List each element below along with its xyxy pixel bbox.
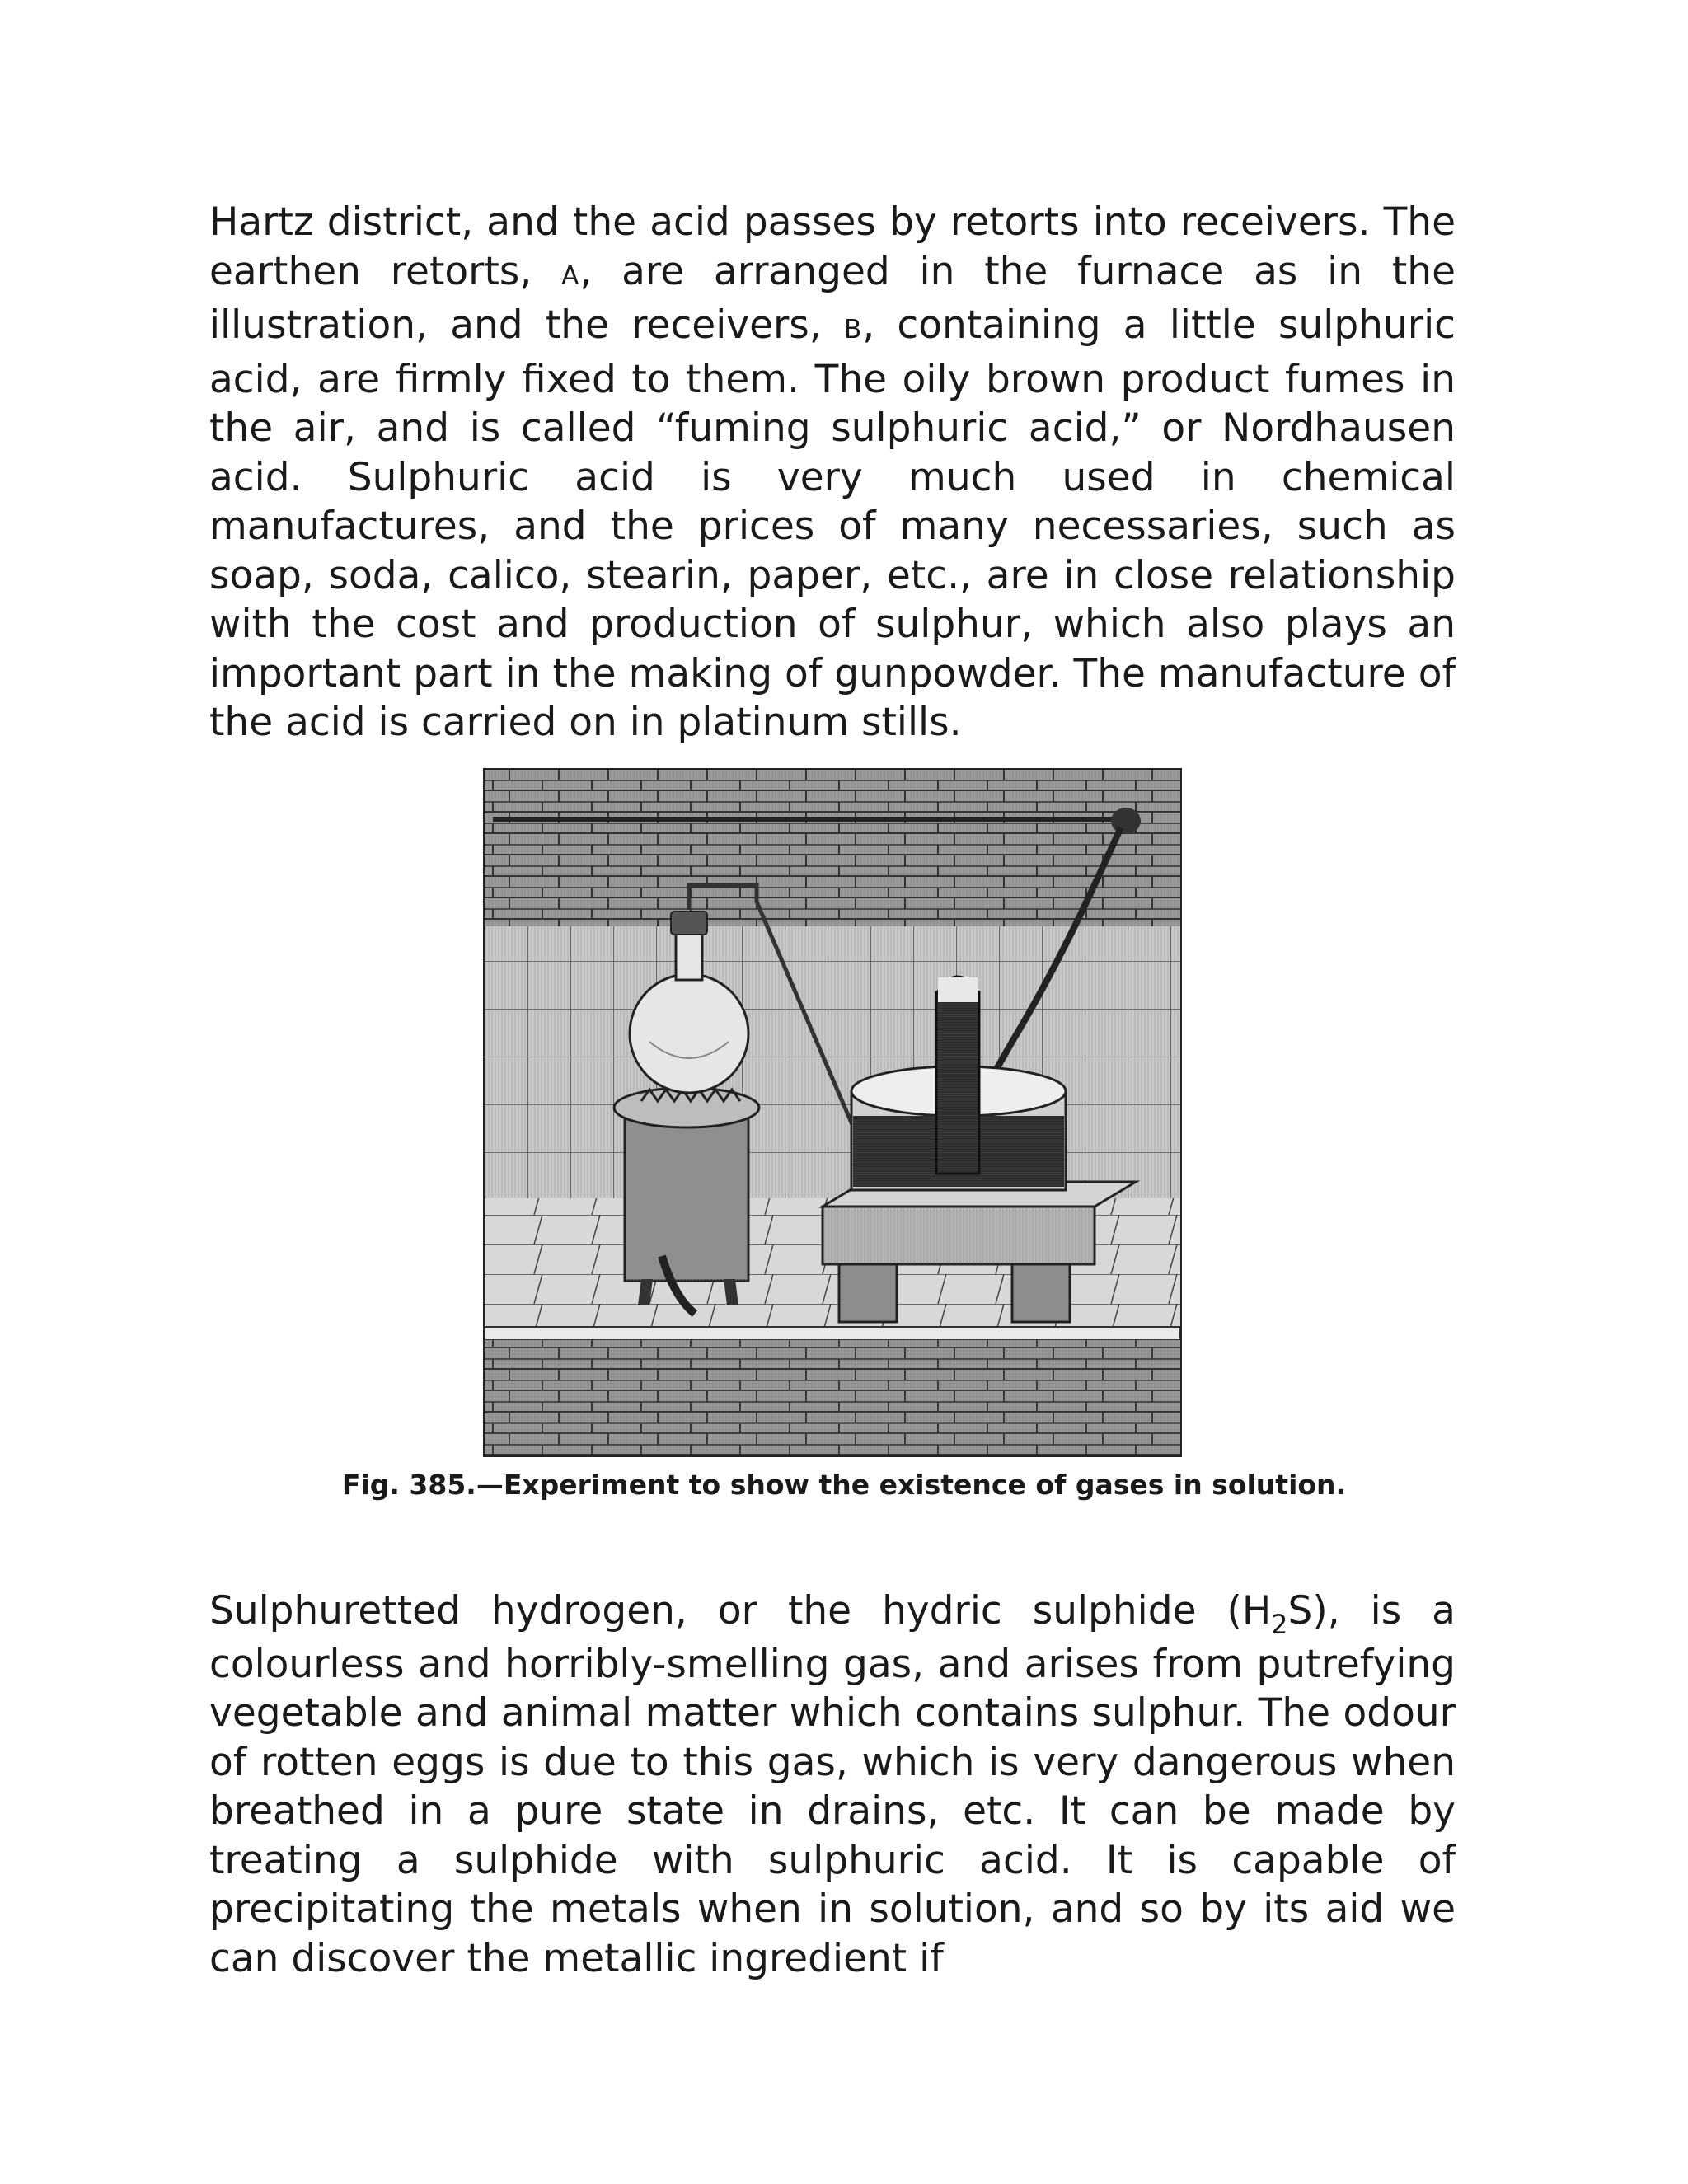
paragraph-2-text-b: S), is a colourless and horribly-smelling gas, and arises from putrefying vegetable and animal matter which contains sulphur. The odour of rotten eggs is due to this gas, which is very dangerous when breathed in a pure state in drains, etc. It can be made by treating a sulphide with sulphuric acid. It is capable of precipitating the metals when in solution, and so by its aid we can discover the metallic ingredient if [209,1588,1456,1981]
label-b: B [843,315,863,344]
paragraph-1-text-a: Hartz district, and the acid passes by retorts into receivers. The earthen retorts, [209,199,1456,294]
paragraph-2 [209,1586,1456,1983]
label-a: A [561,260,580,291]
paragraph-2-text-a: Sulphuretted hydrogen, or the hydric sulphide (H [209,1588,1272,1633]
paragraph-1 [209,198,1456,748]
paragraph-1-text-b: , are arranged in the furnace as in the illustration, and the receivers, [209,248,1456,348]
paragraph-1-text-c: , containing a little sulphuric acid, are firmly fixed to them. The oily brown product fumes in the air, and is called “fuming sulphuric acid,” or Nordhausen acid. Sulphuric acid is very much used in chemical manufactures, and the prices of many necessaries, such as soap, soda, calico, stearin, paper, etc., are in close relationship with the cost and production of sulphur, which also plays an important part in the making of gunpowder. The manufacture of the acid is carried on in platinum stills. [209,302,1456,745]
figure-illustration [483,768,1182,1457]
figure-caption: Fig. 385.—Experiment to show the existence of gases in solution. [341,1469,1347,1501]
subscript-2: 2 [1271,1609,1288,1640]
